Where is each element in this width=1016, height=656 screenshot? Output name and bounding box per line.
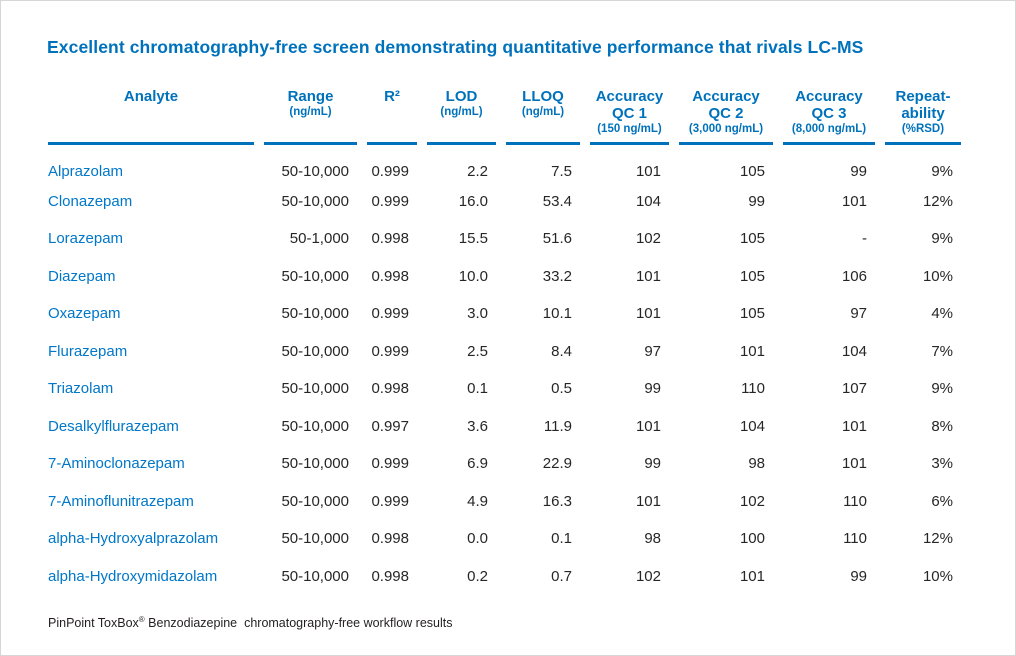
table-row (48, 183, 961, 221)
cell-accuracy-qc-2: 105 (739, 163, 765, 181)
cell-repeatability: 4% (931, 305, 953, 323)
table-row (48, 408, 961, 446)
cell-lod: 2.5 (467, 342, 488, 360)
cell-lloq: 0.1 (551, 530, 572, 548)
cell-repeatability: 10% (922, 267, 953, 285)
cell-repeatability: 9% (931, 380, 953, 398)
cell-lod: 16.0 (458, 192, 488, 210)
registered-trademark: ® (138, 614, 145, 624)
cell-lloq: 53.4 (542, 192, 572, 210)
cell-lloq: 16.3 (542, 492, 572, 510)
cell-lloq: 33.2 (542, 267, 572, 285)
caption-product-name: PinPoint ToxBox (48, 616, 139, 630)
analyte-name: Lorazepam (48, 230, 124, 248)
cell-lod: 15.5 (458, 230, 488, 248)
cell-lloq: 7.5 (551, 163, 572, 181)
cell-accuracy-qc-2: 105 (739, 230, 765, 248)
cell-accuracy-qc-2: 105 (739, 305, 765, 323)
cell-r2: 0.998 (371, 530, 409, 548)
cell-accuracy-qc-1: 101 (635, 267, 661, 285)
cell-lod: 0.1 (467, 380, 488, 398)
cell-repeatability: 6% (931, 492, 953, 510)
cell-accuracy-qc-3: 101 (841, 192, 867, 210)
cell-accuracy-qc-2: 98 (748, 455, 765, 473)
table-row (48, 520, 961, 558)
table-row (48, 145, 961, 183)
column-header-r2: R² (367, 88, 417, 145)
cell-accuracy-qc-1: 101 (635, 163, 661, 181)
table-caption (48, 616, 1015, 630)
cell-lloq: 0.5 (551, 380, 572, 398)
cell-accuracy-qc-1: 101 (635, 305, 661, 323)
column-header-lloq: LLOQ (ng/mL) (506, 88, 580, 145)
cell-r2: 0.999 (371, 163, 409, 181)
cell-repeatability: 3% (931, 455, 953, 473)
cell-repeatability: 9% (931, 163, 953, 181)
cell-accuracy-qc-2: 110 (741, 380, 765, 398)
cell-accuracy-qc-3: 106 (841, 267, 867, 285)
analyte-name: Oxazepam (48, 305, 121, 323)
cell-accuracy-qc-2: 105 (739, 267, 765, 285)
cell-r2: 0.998 (371, 567, 409, 585)
table-row (48, 333, 961, 371)
cell-repeatability: 10% (922, 567, 953, 585)
cell-range: 50-10,000 (281, 417, 349, 435)
cell-accuracy-qc-1: 98 (644, 530, 661, 548)
cell-accuracy-qc-1: 101 (635, 492, 661, 510)
table-row (48, 558, 961, 596)
analyte-name: Alprazolam (48, 163, 124, 181)
cell-lod: 3.0 (467, 305, 488, 323)
cell-repeatability: 12% (922, 530, 953, 548)
cell-range: 50-10,000 (281, 342, 349, 360)
column-header-accuracy-qc-3: Accuracy QC 3 (8,000 ng/mL) (783, 88, 875, 145)
cell-accuracy-qc-2: 100 (739, 530, 765, 548)
cell-r2: 0.999 (371, 192, 409, 210)
cell-accuracy-qc-2: 102 (739, 492, 765, 510)
column-header-analyte: Analyte (48, 88, 254, 145)
table-header (48, 88, 961, 145)
table-row (48, 295, 961, 333)
cell-range: 50-10,000 (281, 380, 349, 398)
table-row (48, 220, 961, 258)
column-header-accuracy-qc-1: Accuracy QC 1 (150 ng/mL) (590, 88, 669, 145)
cell-repeatability: 12% (922, 192, 953, 210)
column-header-repeatability: Repeat- ability (%RSD) (885, 88, 961, 145)
cell-lod: 0.0 (467, 530, 488, 548)
cell-lloq: 22.9 (542, 455, 572, 473)
cell-r2: 0.999 (371, 305, 409, 323)
cell-range: 50-10,000 (281, 492, 349, 510)
cell-accuracy-qc-1: 102 (635, 567, 661, 585)
analyte-name: Flurazepam (48, 342, 128, 360)
cell-lloq: 0.7 (551, 567, 572, 585)
cell-accuracy-qc-3: 110 (843, 492, 867, 510)
results-table (38, 88, 971, 595)
cell-lod: 3.6 (467, 417, 488, 435)
cell-r2: 0.998 (371, 230, 409, 248)
cell-lod: 2.2 (467, 163, 488, 181)
cell-lloq: 8.4 (551, 342, 572, 360)
table-row (48, 258, 961, 296)
cell-range: 50-10,000 (281, 567, 349, 585)
cell-range: 50-10,000 (281, 305, 349, 323)
cell-accuracy-qc-1: 104 (635, 192, 661, 210)
cell-accuracy-qc-3: 107 (841, 380, 867, 398)
cell-accuracy-qc-3: 101 (841, 417, 867, 435)
cell-range: 50-10,000 (281, 163, 349, 181)
cell-lloq: 11.9 (543, 417, 572, 435)
cell-range: 50-10,000 (281, 267, 349, 285)
analyte-name: Desalkylflurazepam (48, 417, 179, 435)
column-header-lod: LOD (ng/mL) (427, 88, 496, 145)
cell-accuracy-qc-3: 110 (843, 530, 867, 548)
cell-r2: 0.998 (371, 380, 409, 398)
cell-accuracy-qc-1: 97 (644, 342, 661, 360)
cell-repeatability: 7% (931, 342, 953, 360)
cell-accuracy-qc-3: 101 (841, 455, 867, 473)
cell-accuracy-qc-2: 101 (739, 342, 765, 360)
cell-range: 50-10,000 (281, 455, 349, 473)
table-row (48, 370, 961, 408)
cell-accuracy-qc-1: 102 (635, 230, 661, 248)
cell-lod: 4.9 (467, 492, 488, 510)
cell-accuracy-qc-3: - (862, 230, 867, 248)
cell-lod: 10.0 (458, 267, 488, 285)
cell-accuracy-qc-3: 97 (850, 305, 867, 323)
cell-range: 50-10,000 (281, 530, 349, 548)
analyte-name: alpha-Hydroxyalprazolam (48, 530, 219, 548)
analyte-name: 7-Aminoclonazepam (48, 455, 185, 473)
cell-r2: 0.999 (371, 455, 409, 473)
cell-accuracy-qc-2: 99 (748, 192, 765, 210)
cell-r2: 0.999 (371, 342, 409, 360)
cell-lloq: 51.6 (542, 230, 572, 248)
analyte-name: Clonazepam (48, 192, 133, 210)
cell-accuracy-qc-2: 104 (739, 417, 765, 435)
column-header-range: Range (ng/mL) (264, 88, 357, 145)
analyte-name: Triazolam (48, 380, 114, 398)
analyte-name: 7-Aminoflunitrazepam (48, 492, 194, 510)
cell-lod: 0.2 (467, 567, 488, 585)
column-header-accuracy-qc-2: Accuracy QC 2 (3,000 ng/mL) (679, 88, 773, 145)
cell-r2: 0.997 (371, 417, 409, 435)
cell-range: 50-10,000 (281, 192, 349, 210)
header-row (48, 88, 961, 145)
cell-accuracy-qc-2: 101 (739, 567, 765, 585)
cell-accuracy-qc-3: 99 (850, 567, 867, 585)
cell-accuracy-qc-1: 101 (635, 417, 661, 435)
cell-lod: 6.9 (467, 455, 488, 473)
cell-accuracy-qc-3: 99 (850, 163, 867, 181)
cell-repeatability: 8% (931, 417, 953, 435)
cell-accuracy-qc-3: 104 (841, 342, 867, 360)
cell-r2: 0.999 (371, 492, 409, 510)
table-row (48, 483, 961, 521)
table-body (48, 145, 961, 595)
cell-accuracy-qc-1: 99 (644, 455, 661, 473)
page-title: Excellent chromatography-free screen demonstrating quantitative performance that rivals LC-MS (47, 37, 864, 57)
table-row (48, 445, 961, 483)
analyte-name: Diazepam (48, 267, 116, 285)
caption-text: Benzodiazepine chromatography-free workflow results (144, 616, 453, 630)
cell-lloq: 10.1 (542, 305, 572, 323)
cell-range: 50-1,000 (289, 230, 349, 248)
cell-repeatability: 9% (931, 230, 953, 248)
analyte-name: alpha-Hydroxymidazolam (48, 567, 218, 585)
cell-r2: 0.998 (371, 267, 409, 285)
cell-accuracy-qc-1: 99 (644, 380, 661, 398)
